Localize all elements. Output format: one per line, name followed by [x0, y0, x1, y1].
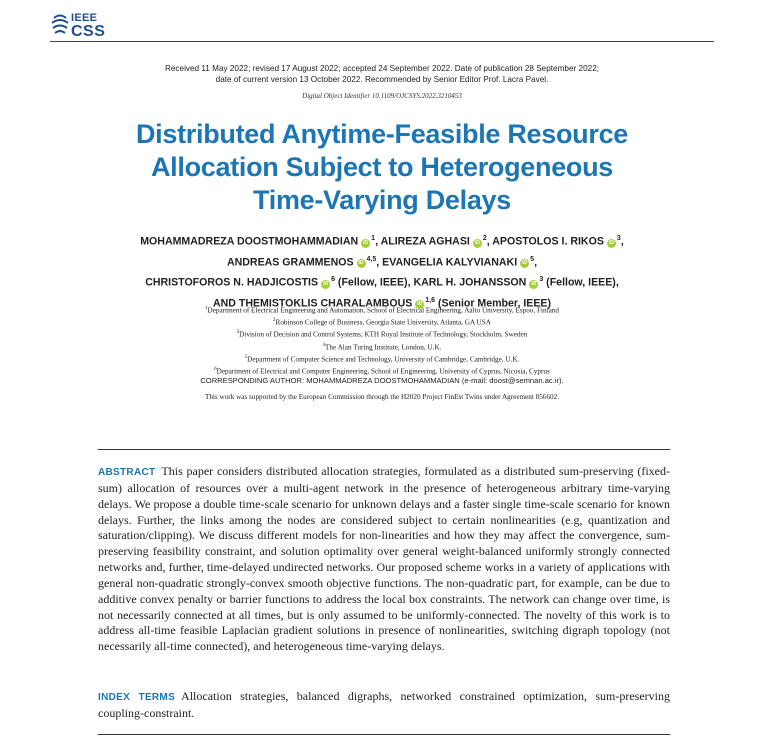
doi: Digital Object Identifier 10.1109/OJCSYS.2022.3210453: [302, 92, 462, 100]
author-name: APOSTOLOS I. RIKOS: [492, 235, 604, 248]
author-affil: 5: [530, 255, 535, 263]
author-affil: 1: [371, 235, 376, 242]
author-membership: (Fellow, IEEE),: [546, 276, 619, 289]
title-line-3: Time-Varying Delays: [253, 185, 511, 215]
affiliation-item: $^6$Department of Electrical and Computer Engineering, School of Engineering, University of Cyprus, Nicosia, Cyprus: [214, 366, 550, 376]
logo-ieee-text: IEEE: [71, 12, 98, 24]
affiliation-item: $^2$Robinson College of Business, Georgia State University, Atlanta, GA USA: [273, 318, 491, 327]
affiliation-item: $^5$Department of Computer Science and Technology, University of Cambridge, Cambridge, U.K.: [244, 354, 520, 364]
index-terms-bottom-rule: [98, 734, 670, 735]
author-affil: 3: [616, 235, 621, 242]
received-dates: [60, 63, 704, 85]
author-name: MOHAMMADREZA DOOSTMOHAMMADIAN: [140, 235, 359, 248]
title-line-1: Distributed Anytime-Feasible Resource: [135, 119, 629, 149]
received-line-1: Received 11 May 2022; revised 17 August 2022; accepted 24 September 2022. Date of publication 28 September 2022;: [164, 64, 600, 73]
orcid-icon[interactable]: iD: [363, 239, 369, 246]
author-name: AND THEMISTOKLIS CHARALAMBOUS: [212, 297, 413, 310]
author-name: ALIREZA AGHASI: [380, 235, 470, 248]
abstract: [98, 464, 670, 655]
ieee-css-logo-icon: [50, 14, 70, 38]
abstract-text: This paper considers distributed allocation strategies, formulated as a distributed sum-preserving (fixed-sum) allocation of resources over a multi-agent network in the presence of heterogeneous arbitrary time-varying delays. We propose a double time-scale scenario for unknown delays and a faster single time-scale scenario for known delays. Further, the links among the nodes are considered subject to certain nonlinearities (e.g, quantization and saturation/clipping). We discuss different models for non-linearities and how they may affect the convergence, sum-preserving feasibility constraint, and solution optimality over general weight-balanced uniformly strongly connected networks and, further, time-delayed undirected networks. Our proposed scheme works in a variety of applications with general non-quadratic strongly-convex smooth objective functions. The non-quadratic part, for example, can be due to additive convex penalty or barrier functions to address the local box constraints. The network can change over time, is not necessarily connected at all times, but is only assumed to be uniformly-connected. The novelty of this work is to address all-time feasible Laplacian gradient solutions in presence of nonlinearities, switching digraph topology (not necessarily all-time connected), and heterogeneous time-varying delays.: [98, 464, 670, 654]
author-name: ANDREAS GRAMMENOS: [226, 256, 354, 269]
orcid-icon[interactable]: iD: [531, 280, 537, 287]
affiliation-item: $^4$The Alan Turing Institute, London, U.K.: [322, 342, 442, 351]
author-affil: 3: [539, 276, 544, 284]
author-line-1: MOHAMMADREZA DOOSTMOHAMMADIAN $iD^1$, ALIREZA AGHASI $iD^2$, APOSTOLOS I. RIKOS $iD^3$,: [140, 235, 624, 248]
author-membership: (Senior Member, IEEE): [437, 297, 552, 310]
index-terms-text: Allocation strategies, balanced digraphs, networked constrained optimization, sum-preserving coupling-constraint.: [98, 689, 671, 720]
orcid-icon[interactable]: iD: [358, 260, 364, 267]
author-line-2: ANDREAS GRAMMENOS iD$^{4,5}$, EVANGELIA KALYVIANAKI $iD^5$,: [226, 255, 538, 269]
received-line-2: date of current version 13 October 2022. Recommended by Senior Editor Prof. Lacra Pavel.: [215, 75, 549, 84]
affiliations: [60, 304, 704, 377]
author-list: [60, 230, 704, 312]
index-terms-label: INDEX TERMS: [98, 692, 176, 703]
orcid-icon[interactable]: iD: [522, 260, 528, 267]
author-line-3: [60, 271, 704, 292]
author-name: CHRISTOFOROS N. HADJICOSTIS: [145, 276, 319, 289]
orcid-icon[interactable]: iD: [474, 239, 480, 246]
corresponding-author: CORRESPONDING AUTHOR: MOHAMMADREZA DOOSTMOHAMMADIAN (e-mail: doost@semnan.ac.ir).: [200, 376, 564, 385]
author-affil: 2: [482, 235, 487, 242]
orcid-icon[interactable]: iD: [323, 280, 329, 287]
index-terms: [98, 689, 670, 722]
author-membership: (Fellow, IEEE),: [337, 276, 411, 289]
header-rule: [50, 41, 714, 42]
author-name: KARL H. JOHANSSON: [413, 276, 527, 289]
orcid-icon[interactable]: iD: [417, 301, 423, 308]
affiliation-item: $^3$Division of Decision and Control Systems, KTH Royal Institute of Technology, Stockholm, Sweden: [236, 330, 528, 339]
affiliation-item: $^1$Department of Electrical Engineering and Automation, School of Electrical Engineering, Aalto University, Espoo, Finland: [205, 306, 559, 315]
title-line-2: Allocation Subject to Heterogeneous: [150, 152, 614, 182]
orcid-icon[interactable]: iD: [608, 239, 614, 246]
logo-css-text: CSS: [71, 23, 106, 40]
author-name: EVANGELIA KALYVIANAKI: [382, 256, 518, 269]
abstract-top-rule: [98, 449, 670, 450]
ieee-css-logo: [50, 12, 112, 40]
paper-title: [60, 118, 704, 217]
author-affil: 6: [331, 276, 335, 284]
author-affil: 1,6: [425, 296, 436, 304]
funding-note: This work was supported by the European Commission through the H2020 Project FinEst Twins under Agreement 856602.: [204, 393, 560, 401]
abstract-label: ABSTRACT: [98, 467, 156, 478]
author-affil: 4,5: [366, 255, 377, 263]
